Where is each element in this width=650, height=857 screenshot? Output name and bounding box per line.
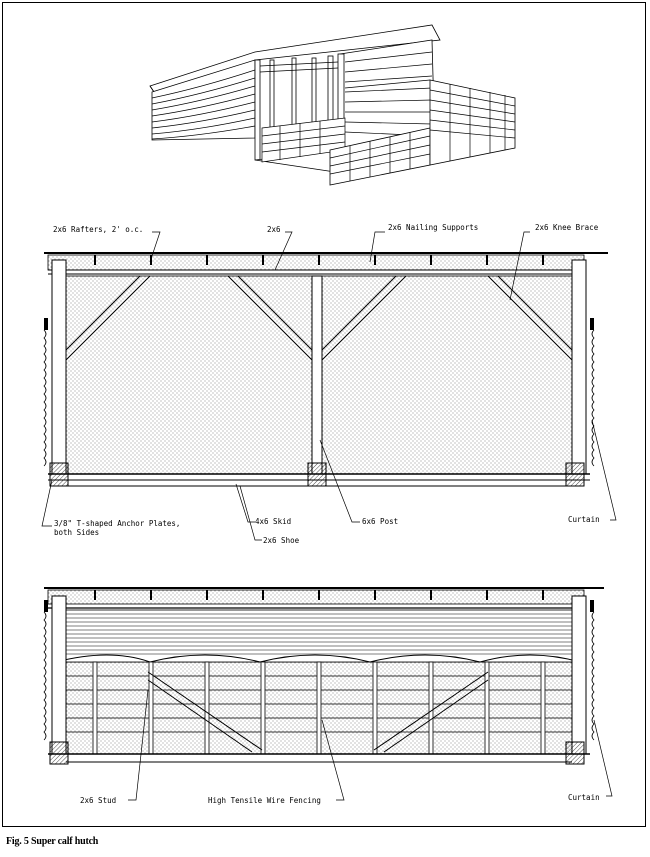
front-elevation (44, 253, 608, 486)
label-skid: 4x6 Skid (255, 517, 292, 526)
rear-elevation (44, 588, 604, 764)
label-fencing: High Tensile Wire Fencing (208, 796, 321, 805)
label-knee-brace: 2x6 Knee Brace (535, 223, 599, 232)
label-rafters: 2x6 Rafters, 2' o.c. (53, 225, 144, 234)
label-nailing-supports: 2x6 Nailing Supports (388, 223, 479, 232)
label-curtain-rear: Curtain (568, 793, 600, 802)
label-anchor-plates-line2: both Sides (54, 528, 100, 537)
isometric-view (150, 25, 515, 185)
label-stud: 2x6 Stud (80, 796, 117, 805)
label-anchor-plates-line1: 3/8" T-shaped Anchor Plates, (54, 519, 181, 528)
label-post: 6x6 Post (362, 517, 399, 526)
label-curtain-front: Curtain (568, 515, 600, 524)
label-2x6: 2x6 (267, 225, 281, 234)
figure-caption: Fig. 5 Super calf hutch (6, 836, 99, 847)
label-shoe: 2x6 Shoe (263, 536, 300, 545)
